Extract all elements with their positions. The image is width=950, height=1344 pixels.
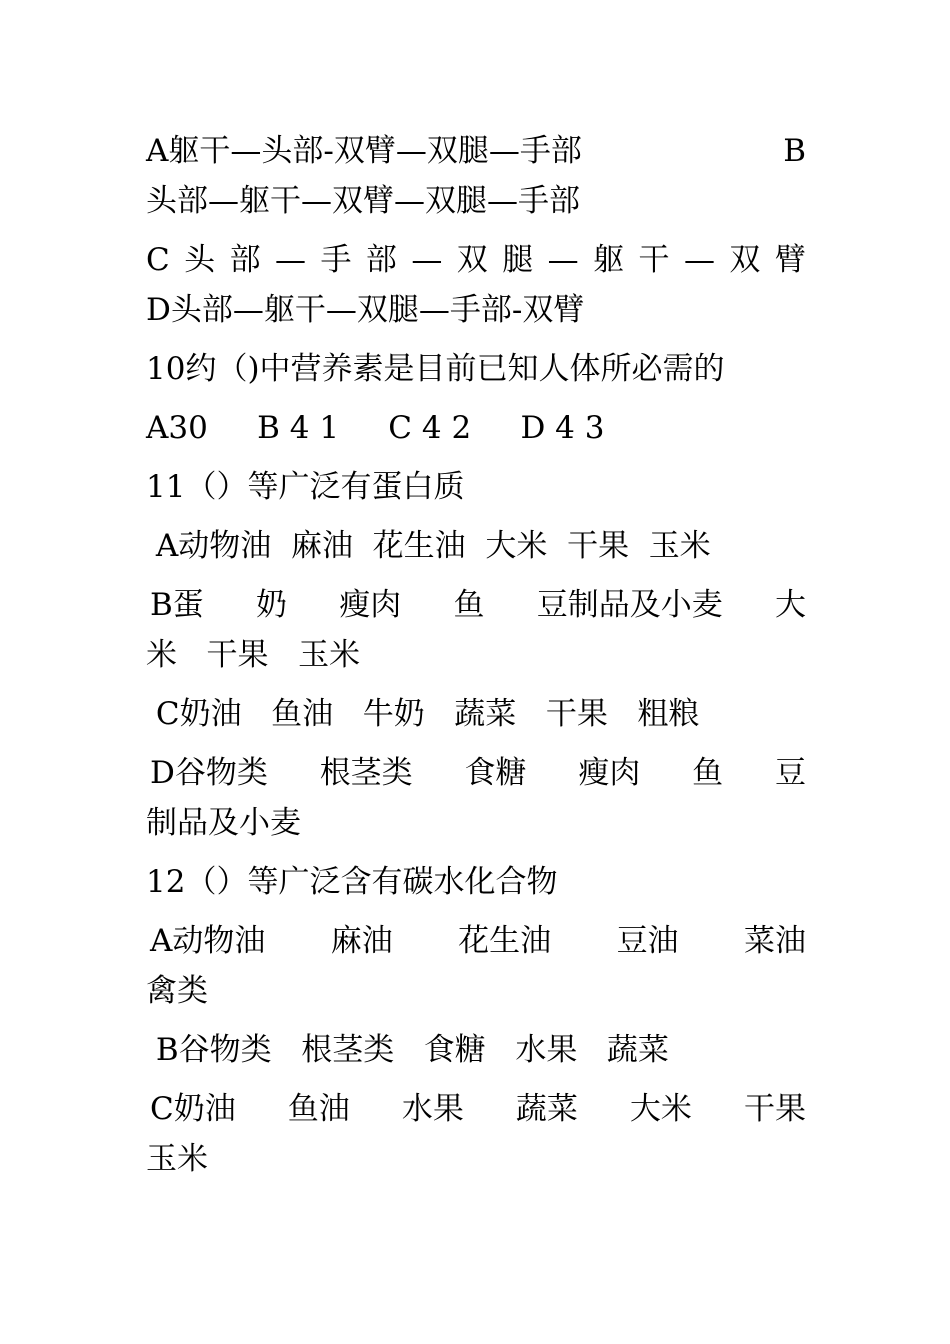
q10-question: 10约（)中营养素是目前已知人体所必需的 <box>146 351 725 387</box>
q12-option-c-segment: 大米 <box>629 1091 692 1127</box>
q12-option-a-segment: 豆油 <box>616 923 679 959</box>
q11-option-b-segment: 瘦肉 <box>339 587 402 623</box>
q12-option-a <box>150 921 806 961</box>
q9-option-c-segment: 手 <box>320 242 352 278</box>
q9-option-c-segment: 腿 <box>502 242 534 278</box>
q11-option-b-segment: 奶 <box>256 587 288 623</box>
q11-option-d-segment: 鱼 <box>692 755 724 791</box>
q11-option-d-segment: 根茎类 <box>319 755 413 791</box>
q12-option-c-segment: C奶油 <box>150 1091 236 1127</box>
q9-option-c-segment: C <box>146 242 170 278</box>
q11-option-b-segment: 鱼 <box>453 587 485 623</box>
q11-option-d-segment: 豆 <box>775 755 806 791</box>
q11-option-d <box>150 753 806 793</box>
q9-option-c-segment: 部 <box>365 242 397 278</box>
q9-option-c-segment: 头 <box>184 242 216 278</box>
q9-option-a: A躯干—头部-双臂—双腿—手部 <box>146 133 582 169</box>
q9-option-c-segment: 双 <box>456 242 488 278</box>
q12-option-c-segment: 干果 <box>743 1091 806 1127</box>
q9-option-c-segment: 躯 <box>593 242 625 278</box>
q12-option-b: B谷物类 根茎类 食糖 水果 蔬菜 <box>146 1032 669 1068</box>
q9-option-c <box>146 240 806 280</box>
q9-option-c-segment: — <box>411 242 443 278</box>
q12-option-c-segment: 鱼油 <box>287 1091 350 1127</box>
q9-option-b: 头部—躯干—双臂—双腿—手部 <box>146 183 580 219</box>
q9-option-a-line <box>146 131 806 171</box>
q9-option-c-segment: — <box>275 242 307 278</box>
q10-options: A30 B 4 1 C 4 2 D 4 3 <box>146 410 605 446</box>
q9-option-c-segment: 干 <box>638 242 670 278</box>
q11-option-b-cont: 米 干果 玉米 <box>146 637 361 673</box>
q12-option-a-cont: 禽类 <box>146 973 208 1009</box>
q9-option-d: D头部—躯干—双腿—手部-双臂 <box>146 292 585 328</box>
q11-option-d-cont: 制品及小麦 <box>146 805 301 841</box>
q12-option-c-cont: 玉米 <box>146 1141 208 1177</box>
q12-option-c-segment: 水果 <box>401 1091 464 1127</box>
q12-option-c <box>150 1089 806 1129</box>
q9-option-c-segment: 部 <box>229 242 261 278</box>
q11-option-b-segment: 大 <box>774 587 806 623</box>
q12-option-a-segment: 菜油 <box>743 923 806 959</box>
q11-option-b <box>150 585 806 625</box>
q9-option-c-segment: 双 <box>729 242 761 278</box>
q9-option-c-segment: — <box>683 242 715 278</box>
q12-option-c-segment: 蔬菜 <box>515 1091 578 1127</box>
q9-option-c-segment: 臂 <box>774 242 806 278</box>
q9-option-c-segment: — <box>547 242 579 278</box>
q11-option-d-segment: 食糖 <box>464 755 527 791</box>
q11-option-a: A动物油 麻油 花生油 大米 干果 玉米 <box>146 528 711 564</box>
q12-option-a-segment: A动物油 <box>150 923 266 959</box>
q9-option-b-letter: B <box>783 133 806 169</box>
q11-question: 11（）等广泛有蛋白质 <box>146 469 465 505</box>
q12-option-a-segment: 麻油 <box>330 923 393 959</box>
q12-option-a-segment: 花生油 <box>458 923 552 959</box>
q11-option-b-segment: B蛋 <box>150 587 204 623</box>
q11-option-b-segment: 豆制品及小麦 <box>536 587 723 623</box>
q11-option-d-segment: D谷物类 <box>150 755 268 791</box>
q12-question: 12（）等广泛含有碳水化合物 <box>146 864 558 900</box>
q11-option-c: C奶油 鱼油 牛奶 蔬菜 干果 粗粮 <box>146 696 700 732</box>
q11-option-d-segment: 瘦肉 <box>578 755 641 791</box>
